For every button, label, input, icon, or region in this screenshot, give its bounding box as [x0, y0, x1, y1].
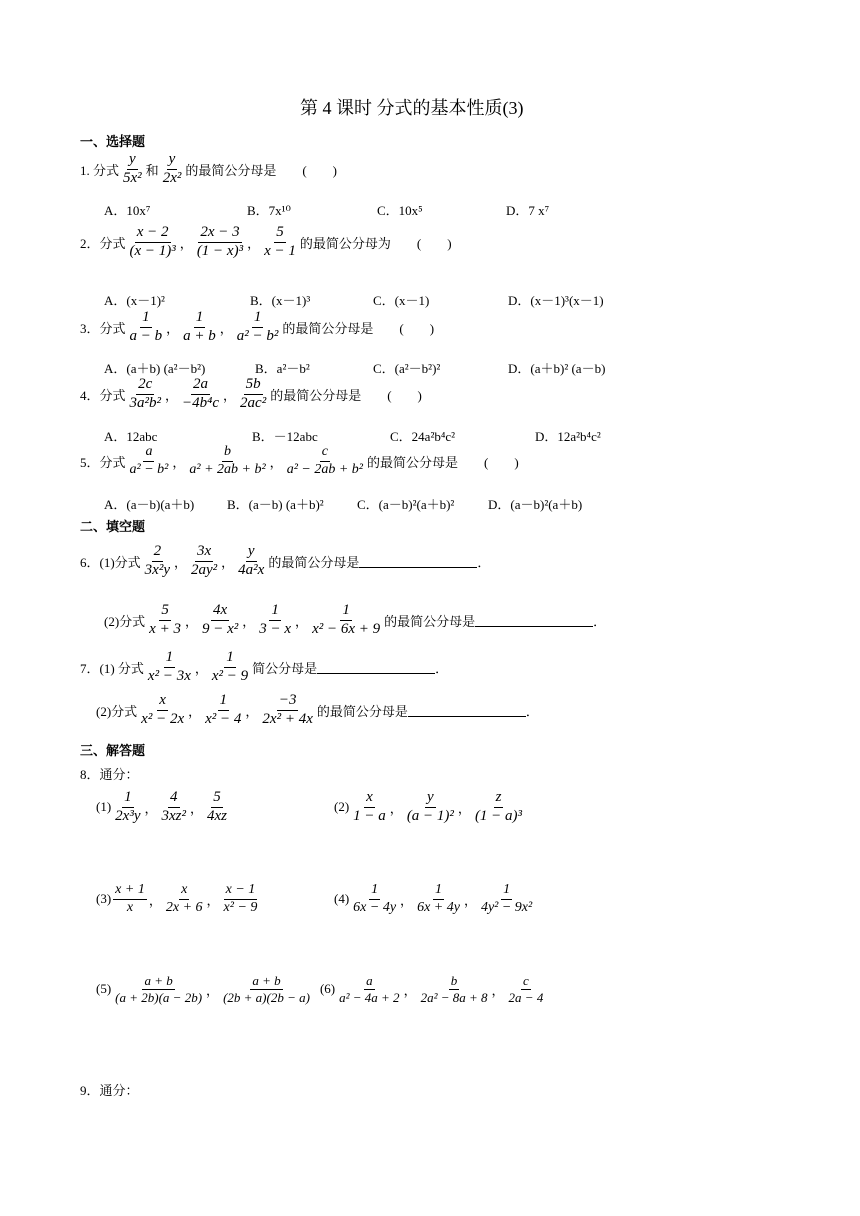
fraction: y 4a²x	[238, 543, 265, 578]
fraction: 2c 3a²b²	[129, 376, 162, 411]
section-heading: 二、填空题	[80, 519, 146, 534]
fraction: 5 x − 1	[264, 224, 296, 259]
fraction: c a² − 2ab + b²	[286, 444, 363, 477]
fraction: 1 x² − 9	[211, 649, 249, 684]
fraction: 4 3xz²	[161, 789, 186, 824]
question-6-1: 6．(1)分式 2 3x²y ， 3x 2ay² ， y 4a²x 的最简公分母是 ．	[80, 543, 491, 578]
fraction: z (1 − a)³	[474, 789, 523, 824]
question-8-1: (1) 1 2x³y ， 4 3xz² ， 5 4xz	[96, 789, 228, 824]
question-6-2: (2)分式 5 x + 3 ， 4x 9 − x² ， 1 3 − x ， 1 x² − 6x + 9 的最简公分母是 ．	[104, 602, 607, 637]
option-a: A．(x－1)²	[104, 293, 165, 308]
question-suffix: 的最简公分母是 ( )	[185, 162, 338, 178]
page-title: 第 4 课时 分式的基本性质(3)	[300, 98, 524, 118]
answer-blank[interactable]	[408, 704, 526, 717]
option-a: A．(a＋b) (a²－b²)	[104, 361, 206, 376]
fraction: 2 3x²y	[144, 543, 170, 578]
fraction: y (a − 1)²	[406, 789, 454, 824]
answer-blank[interactable]	[475, 614, 593, 627]
fraction: 5 x + 3	[149, 602, 181, 637]
fraction: y 5x²	[123, 151, 142, 186]
option-a: A．12abc	[104, 429, 158, 444]
fraction: 1 2x³y	[115, 789, 141, 824]
question-7-2: (2)分式 x x² − 2x ， 1 x² − 4 ， −3 2x² + 4x 的最简公分母是 ．	[96, 692, 539, 727]
question-8-5-6: (5) a + b (a + 2b)(a − 2b) ， a + b (2b + a)(2b − a) (6) a a² − 4a + 2 ， b 2a² − 8a + 8 ， c 2a − 4	[96, 973, 544, 1005]
fraction: a a² − b²	[129, 444, 169, 477]
fraction: y 2x²	[162, 151, 182, 186]
fraction: 3x 2ay²	[191, 543, 218, 578]
fraction: 1 6x + 4y	[417, 882, 460, 915]
option-c: C．10x⁵	[377, 203, 423, 218]
option-c: C．24a²b⁴c²	[390, 429, 456, 444]
fraction: 1 x² − 3x	[147, 649, 191, 684]
fraction: x − 1 x² − 9	[223, 882, 258, 915]
option-c: C．(a－b)²(a＋b)²	[357, 497, 455, 512]
question-1: 1. 分式 y 5x² 和 y 2x² 的最简公分母是 ( )	[80, 151, 338, 186]
section-heading: 一、选择题	[80, 134, 146, 149]
fraction: a + b (2b + a)(2b − a)	[223, 973, 310, 1005]
fraction: b 2a² − 8a + 8	[420, 973, 488, 1005]
option-d: D．(x－1)³(x－1)	[508, 293, 604, 308]
fraction: a a² − 4a + 2	[339, 973, 400, 1005]
fraction: 1 x² − 4	[205, 692, 242, 727]
option-d: D．7 x⁷	[506, 203, 550, 218]
fraction: 4x 9 − x²	[201, 602, 239, 637]
fraction: 1 a + b	[183, 309, 216, 344]
question-7-1: 7．(1) 分式 1 x² − 3x ， 1 x² − 9 简公分母是 ．	[80, 649, 449, 684]
question-5: 5．分式 a a² − b² ， b a² + 2ab + b² ， c a² − 2ab + b² 的最简公分母是 ( )	[80, 444, 519, 477]
fraction: x − 2 (x − 1)³	[129, 224, 176, 259]
answer-blank[interactable]	[317, 661, 435, 674]
option-a: A．(a－b)(a＋b)	[104, 497, 195, 512]
fraction: 1 a² − b²	[236, 309, 279, 344]
question-8-label: 8．通分：	[80, 767, 139, 782]
question-8-2: (2) x 1 − a ， y (a − 1)² ， z (1 − a)³	[334, 789, 523, 824]
fraction: x x² − 2x	[141, 692, 185, 727]
option-d: D．12a²b⁴c²	[535, 429, 601, 444]
option-a: A．10x⁷	[104, 203, 151, 218]
fraction: 1 x² − 6x + 9	[312, 602, 381, 637]
section-heading: 三、解答题	[80, 743, 146, 758]
fraction: 5b 2ac²	[240, 376, 267, 411]
option-c: C．(a²－b²)²	[373, 361, 441, 376]
option-c: C．(x－1)	[373, 293, 430, 308]
fraction: a + b (a + 2b)(a − 2b)	[115, 973, 203, 1005]
question-3: 3．分式 1 a − b ， 1 a + b ， 1 a² − b² 的最简公分母是 ( )	[80, 309, 435, 344]
fraction: b a² + 2ab + b²	[189, 444, 266, 477]
option-b: B．(a－b) (a＋b)²	[227, 497, 324, 512]
question-2: 2．分式 x − 2 (x − 1)³ ， 2x − 3 (1 − x)³ ， 5 x − 1 的最简公分母为 ( )	[80, 224, 452, 259]
fraction: −3 2x² + 4x	[262, 692, 313, 727]
fraction: 2a −4b⁴c	[182, 376, 220, 411]
fraction: 1 4y² − 9x²	[480, 882, 533, 915]
option-b: B．a²－b²	[255, 361, 310, 376]
fraction: x + 1 x	[115, 882, 145, 915]
fraction: 1 6x − 4y	[353, 882, 397, 915]
option-b: B．(x－1)³	[250, 293, 311, 308]
fraction: 5 4xz	[207, 789, 228, 824]
option-b: B．－12abc	[252, 429, 318, 444]
question-9-label: 9．通分：	[80, 1083, 139, 1098]
fraction: c 2a − 4	[508, 973, 544, 1005]
fraction: x 1 − a	[353, 789, 386, 824]
answer-blank[interactable]	[359, 555, 477, 568]
question-4: 4．分式 2c 3a²b² ， 2a −4b⁴c ， 5b 2ac² 的最简公分母是 ( )	[80, 376, 422, 411]
fraction: 1 3 − x	[259, 602, 292, 637]
question-prefix: 1. 分式	[80, 162, 120, 178]
question-8-4: (4) 1 6x − 4y ， 1 6x + 4y ， 1 4y² − 9x²	[334, 882, 533, 915]
option-d: D．(a＋b)² (a－b)	[508, 361, 606, 376]
fraction: x 2x + 6	[165, 882, 203, 915]
option-d: D．(a－b)²(a＋b)	[488, 497, 583, 512]
option-b: B．7x¹⁰	[247, 203, 291, 218]
fraction: 1 a − b	[129, 309, 163, 344]
question-8-3: (3) x + 1 x ， x 2x + 6 ， x − 1 x² − 9	[96, 882, 258, 915]
fraction: 2x − 3 (1 − x)³	[196, 224, 244, 259]
